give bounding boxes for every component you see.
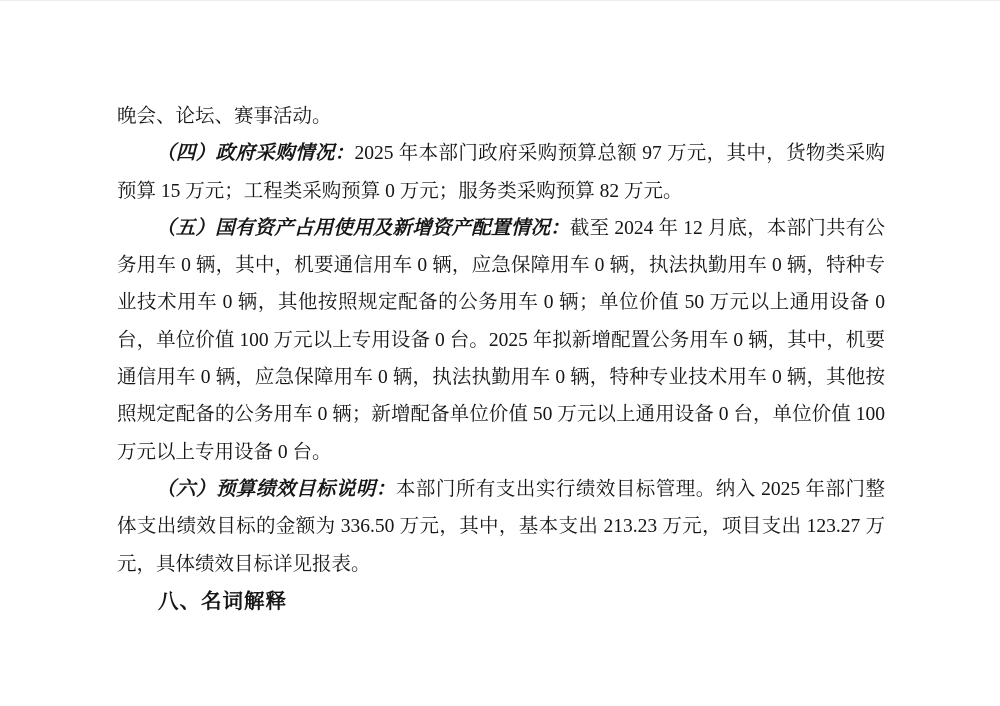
paragraph-government-procurement xyxy=(117,135,885,210)
document-content xyxy=(117,98,885,620)
paragraph-performance-targets xyxy=(117,471,885,583)
paragraph-text: 晚会、论坛、赛事活动。 xyxy=(117,106,332,127)
paragraph-lead: （五）国有资产占用使用及新增资产配置情况： xyxy=(156,217,570,239)
paragraph-text: 2025 年本部门政府采购预算总额 97 万元，其中，货物类采购预算 15 万元；工程类采购预算 0 万元；服务类采购预算 82 万元。 xyxy=(117,143,885,202)
heading-text: 八、名词解释 xyxy=(158,589,287,613)
paragraph-lead: （四）政府采购情况： xyxy=(156,143,355,165)
section-heading-glossary xyxy=(117,583,885,620)
paragraph-text: 截至 2024 年 12 月底，本部门共有公务用车 0 辆，其中，机要通信用车 0 辆，应急保障用车 0 辆，执法执勤用车 0 辆，特种专业技术用车 0 辆，其他按照规定配备的公务用车 0 辆；单位价值 50 万元以上通用设备 0 台，单位价值 100 万元以上专用设备 0 台。2025 年拟新增配置公务用车 0 辆，其中，机要通信用车 0 辆，应急保障用车 0 辆，执法执勤用车 0 辆，特种专业技术用车 0 辆，其他按照规定配备的公务用车 0 辆；新增配备单位价值 50 万元以上通用设备 0 台，单位价值 100 万元以上专用设备 0 台。 xyxy=(117,217,885,463)
paragraph-continuation xyxy=(117,98,885,135)
paragraph-state-assets xyxy=(117,210,885,471)
paragraph-text: 本部门所有支出实行绩效目标管理。纳入 2025 年部门整体支出绩效目标的金额为 336.50 万元，其中，基本支出 213.23 万元，项目支出 123.27 万元，具体绩效目标详见报表。 xyxy=(117,478,885,575)
paragraph-lead: （六）预算绩效目标说明： xyxy=(156,478,396,500)
